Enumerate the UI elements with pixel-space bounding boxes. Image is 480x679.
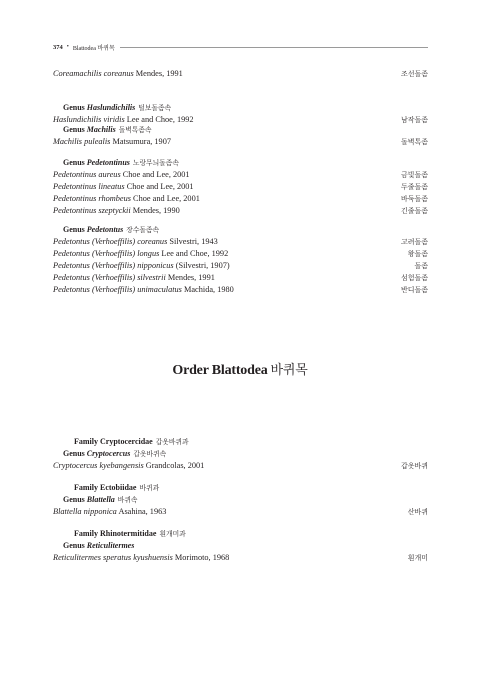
genus-korean: 털보돌좀속 xyxy=(138,104,172,112)
subgenus: (Verhoeffilis) xyxy=(91,237,136,246)
genus-name: Cryptocercus xyxy=(86,449,131,458)
korean-name: 섬험돌좀 xyxy=(400,274,428,282)
running-header xyxy=(53,41,428,53)
species-author: Lee and Choe, 1992 xyxy=(159,249,229,258)
family-heading xyxy=(0,482,480,494)
korean-name: 돌벽톡좀 xyxy=(400,138,428,146)
korean-name: 돌좀 xyxy=(414,262,428,270)
genus-heading: Genus Pedetontus 장수돌좀속 xyxy=(63,225,160,234)
species-row xyxy=(0,260,480,272)
family-group-ectobiidae xyxy=(0,482,480,518)
species-row xyxy=(0,284,480,296)
species-name: Pedetontinus aureus xyxy=(53,170,121,179)
genus-heading: Genus Haslundichilis 털보돌좀속 xyxy=(63,103,172,112)
species-author: Mendes, 1991 xyxy=(165,273,215,282)
species-author: Silvestri, 1943 xyxy=(167,237,218,246)
genus-group-machilis xyxy=(0,124,480,148)
species-epithet: unimaculatus xyxy=(135,285,182,294)
species-name: Blattella nipponica xyxy=(53,507,117,516)
species-row xyxy=(0,248,480,260)
genus-heading: Genus Cryptocercus 갑옷바퀴속 xyxy=(63,449,167,458)
korean-name: 바둑돌좀 xyxy=(400,195,428,203)
species-name: Pedetontus xyxy=(53,237,90,246)
genus-group-haslundichilis xyxy=(0,102,480,126)
species-row xyxy=(0,205,480,217)
species-row xyxy=(0,236,480,248)
species-name: Pedetontus xyxy=(53,261,90,270)
family-korean: 바퀴과 xyxy=(139,484,160,492)
genus-name: Machilis xyxy=(86,125,116,134)
order-heading xyxy=(0,359,480,379)
subgenus: (Verhoeffilis) xyxy=(91,273,136,282)
genus-korean: 노랑무늬돌좀속 xyxy=(132,159,179,167)
family-heading xyxy=(0,528,480,540)
genus-korean: 돌벽톡좀속 xyxy=(118,126,152,134)
species-name: Reticulitermes speratus kyushuensis xyxy=(53,553,173,562)
species-name: Cryptocercus kyebangensis xyxy=(53,461,144,470)
species-name: Pedetontus xyxy=(53,273,90,282)
species-author: Choe and Lee, 2001 xyxy=(130,194,200,203)
species-row xyxy=(0,181,480,193)
header-title: Blattodea 바퀴목 xyxy=(72,45,115,52)
species-name: Pedetontinus lineatus xyxy=(53,182,125,191)
species-row xyxy=(0,68,480,80)
species-epithet: silvestrii xyxy=(135,273,166,282)
genus-korean: 바퀴속 xyxy=(117,496,138,504)
korean-name: 갑옷바퀴 xyxy=(400,462,428,470)
species-name: Haslundichilis viridis xyxy=(53,115,125,124)
korean-name: 남작돌좀 xyxy=(400,116,428,124)
family-korean: 흰개미과 xyxy=(159,530,186,538)
header-rule xyxy=(120,47,428,48)
species-name: Pedetontinus rhombeus xyxy=(53,194,131,203)
korean-name: 조선돌좀 xyxy=(400,70,428,78)
genus-name: Reticulitermes xyxy=(86,541,135,550)
korean-name: 긴줄돌좀 xyxy=(400,207,428,215)
genus-group-pedetontinus xyxy=(0,157,480,217)
species-author: Grandcolas, 2001 xyxy=(143,461,205,470)
species-author: Choe and Lee, 2001 xyxy=(120,170,190,179)
species-row xyxy=(0,193,480,205)
species-epithet: longus xyxy=(135,249,160,258)
species-row xyxy=(0,169,480,181)
species-author: (Silvestri, 1907) xyxy=(173,261,230,270)
species-row xyxy=(0,552,480,564)
species-epithet: nipponicus xyxy=(135,261,174,270)
korean-name: 두줄돌좀 xyxy=(400,183,428,191)
species-author: Mendes, 1991 xyxy=(133,69,183,78)
family-group-cryptocercidae xyxy=(0,436,480,472)
family-name: Family Rhinotermitidae xyxy=(74,529,157,538)
species-author: Morimoto, 1968 xyxy=(172,553,230,562)
subgenus: (Verhoeffilis) xyxy=(91,285,136,294)
species-name: Pedetontus xyxy=(53,285,90,294)
species-name: Pedetontus xyxy=(53,249,90,258)
genus-heading: Genus Pedetontinus 노랑무늬돌좀속 xyxy=(63,158,179,167)
korean-name: 왕돌좀 xyxy=(407,250,428,258)
family-korean: 갑옷바퀴과 xyxy=(155,438,189,446)
family-heading xyxy=(0,436,480,448)
species-author: Asahina, 1963 xyxy=(116,507,167,516)
genus-name: Pedetontinus xyxy=(86,158,130,167)
subgenus: (Verhoeffilis) xyxy=(91,261,136,270)
species-row xyxy=(0,506,480,518)
species-row xyxy=(0,136,480,148)
family-name: Family Ectobiidae xyxy=(74,483,137,492)
species-author: Machida, 1980 xyxy=(181,285,234,294)
genus-name: Haslundichilis xyxy=(86,103,136,112)
genus-heading: Genus Blattella 바퀴속 xyxy=(63,495,138,504)
genus-korean: 갑옷바퀴속 xyxy=(133,450,167,458)
species-author: Choe and Lee, 2001 xyxy=(124,182,194,191)
korean-name: 반디돌좀 xyxy=(400,286,428,294)
family-group-rhinotermitidae xyxy=(0,528,480,564)
header-bullet: • xyxy=(66,44,69,50)
genus-heading: Genus Machilis 돌벽톡좀속 xyxy=(63,125,152,134)
species-name: Coreamachilis coreanus xyxy=(53,69,134,78)
order-korean: 바퀴목 xyxy=(270,363,308,378)
genus-name: Pedetontus xyxy=(86,225,124,234)
species-row xyxy=(0,272,480,284)
genus-name: Blattella xyxy=(86,495,115,504)
korean-name: 고려돌좀 xyxy=(400,238,428,246)
species-name: Pedetontinus szeptyckii xyxy=(53,206,131,215)
species-epithet: coreanus xyxy=(135,237,168,246)
genus-heading: Genus Reticulitermes xyxy=(63,541,135,550)
genus-korean: 장수돌좀속 xyxy=(126,226,160,234)
page-number: 374 xyxy=(53,43,63,51)
family-name: Family Cryptocercidae xyxy=(74,437,153,446)
species-author: Lee and Choe, 1992 xyxy=(124,115,194,124)
korean-name: 흰개미 xyxy=(407,554,428,562)
korean-name: 금빛돌좀 xyxy=(400,171,428,179)
species-row xyxy=(0,460,480,472)
genus-group-pedetontus xyxy=(0,224,480,296)
species-author: Mendes, 1990 xyxy=(130,206,180,215)
continued-entry xyxy=(0,68,480,80)
korean-name: 산바퀴 xyxy=(407,508,428,516)
subgenus: (Verhoeffilis) xyxy=(91,249,136,258)
species-author: Matsumura, 1907 xyxy=(110,137,171,146)
order-title: Order Blattodea xyxy=(172,363,268,378)
species-name: Machilis pulealis xyxy=(53,137,111,146)
